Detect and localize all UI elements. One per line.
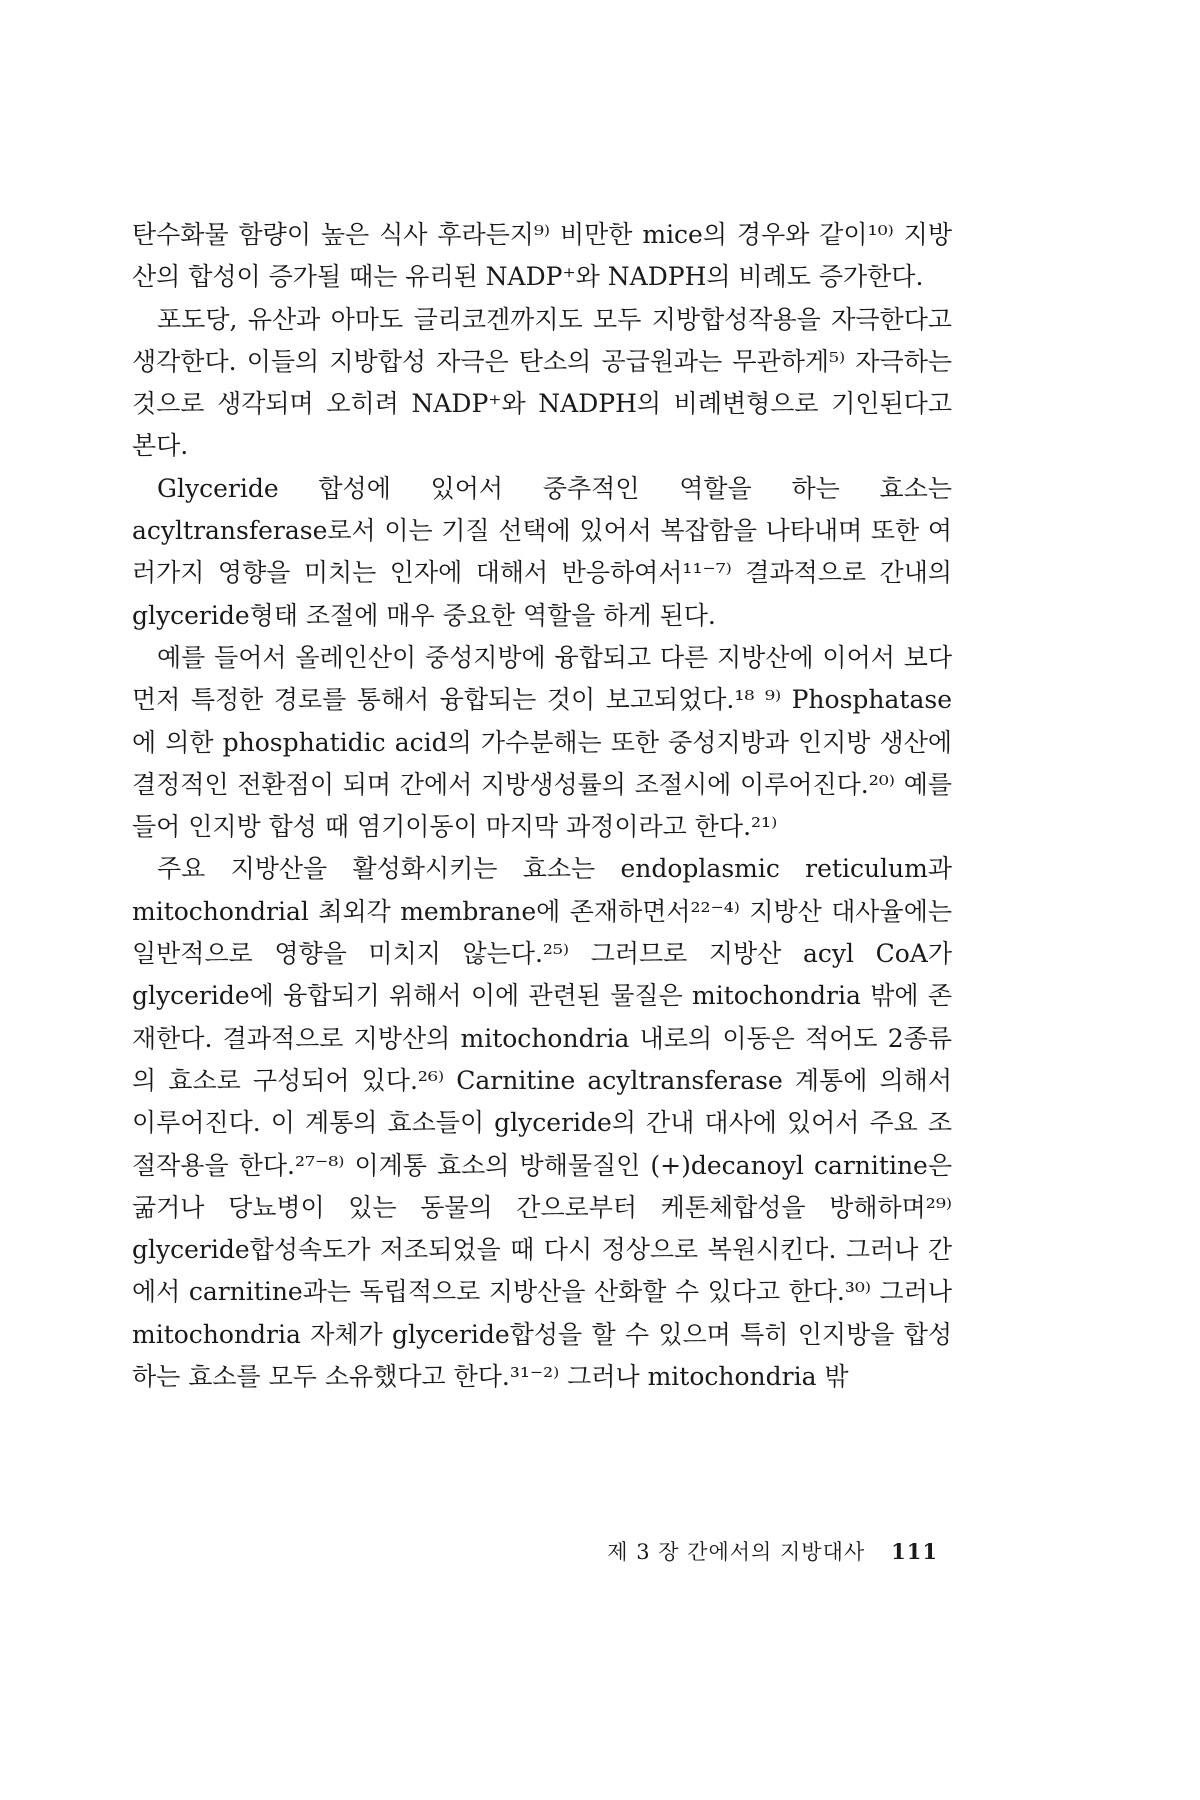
- page-footer: [607, 1536, 938, 1566]
- paragraph: 탄수화물 함량이 높은 식사 후라든지⁹⁾ 비만한 mice의 경우와 같이¹⁰⁾ 지방산의 합성이 증가될 때는 유리된 NADP⁺와 NADPH의 비례도 증가한다.: [132, 220, 952, 292]
- paragraph: Glyceride 합성에 있어서 중추적인 역할을 하는 효소는 acyltransferase로서 이는 기질 선택에 있어서 복잡함을 나타내며 또한 여러가지 영향을 미치는 인자에 대해서 반응하여서¹¹⁻⁷⁾ 결과적으로 간내의 glyceride형태 조절에 매우 중요한 역할을 하게 된다.: [132, 473, 952, 630]
- paragraph: 주요 지방산을 활성화시키는 효소는 endoplasmic reticulum과 mitochondrial 최외각 membrane에 존재하면서²²⁻⁴⁾ 지방산 대사율에는 일반적으로 영향을 미치지 않는다.²⁵⁾ 그러므로 지방산 acyl CoA가 glyceride에 융합되기 위해서 이에 관련된 물질은 mitochondria 밖에 존재한다. 결과적으로 지방산의 mitochondria 내로의 이동은 적어도 2종류의 효소로 구성되어 있다.²⁶⁾ Carnitine acyltransferase 계통에 의해서 이루어진다. 이 계통의 효소들이 glyceride의 간내 대사에 있어서 주요 조절작용을 한다.²⁷⁻⁸⁾ 이계통 효소의 방해물질인 (+)decanoyl carnitine은 굶거나 당뇨병이 있는 동물의 간으로부터 케톤체합성을 방해하며²⁹⁾ glyceride합성속도가 저조되었을 때 다시 정상으로 복원시킨다. 그러나 간에서 carnitine과는 독립적으로 지방산을 산화할 수 있다고 한다.³⁰⁾ 그러나 mitochondria 자체가 glyceride합성을 할 수 있으며 특히 인지방을 합성하는 효소를 모두 소유했다고 한다.³¹⁻²⁾ 그러나 mitochondria 밖: [132, 854, 952, 1392]
- paragraph: 예를 들어서 올레인산이 중성지방에 융합되고 다른 지방산에 이어서 보다 먼저 특정한 경로를 통해서 융합되는 것이 보고되었다.¹⁸ ⁹⁾ Phosphatase에 의한 phosphatidic acid의 가수분해는 또한 중성지방과 인지방 생산에 결정적인 전환점이 되며 간에서 지방생성률의 조절시에 이루어진다.²⁰⁾ 예를 들어 인지방 합성 때 염기이동이 마지막 과정이라고 한다.²¹⁾: [132, 642, 952, 842]
- page-body-text: [132, 214, 952, 1398]
- chapter-running-title: 제 3 장 간에서의 지방대사: [607, 1540, 866, 1564]
- paragraph: 포도당, 유산과 아마도 글리코겐까지도 모두 지방합성작용을 자극한다고 생각한다. 이들의 지방합성 자극은 탄소의 공급원과는 무관하게⁵⁾ 자극하는 것으로 생각되며 오히려 NADP⁺와 NADPH의 비례변형으로 기인된다고 본다.: [132, 304, 952, 461]
- page-number: 111: [891, 1539, 938, 1564]
